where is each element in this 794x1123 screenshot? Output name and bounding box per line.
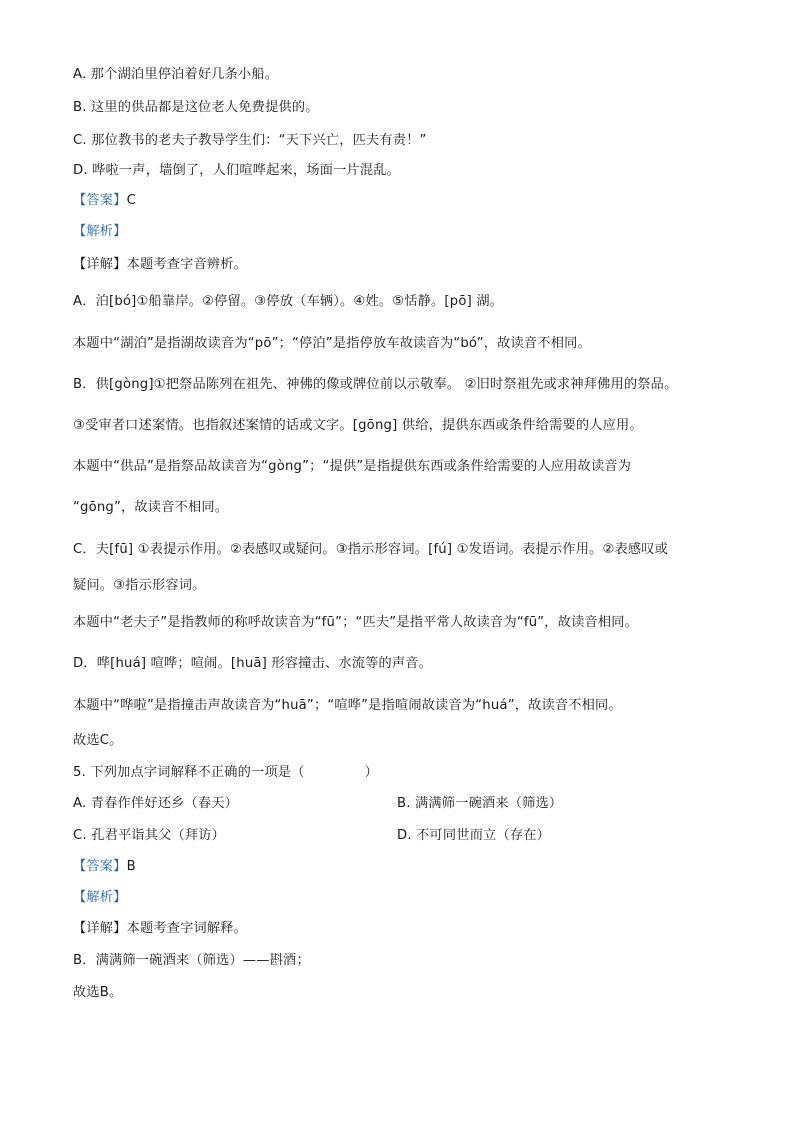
explain-b-q5: B．满满筛一碗酒来（筛选）——斟酒；: [73, 953, 310, 968]
conclusion-q5: 故选B。: [73, 985, 123, 1000]
answer-value: C: [126, 193, 136, 208]
question-5-stem: [73, 764, 378, 782]
analysis-tag: 【解析】: [73, 890, 127, 905]
explain-a-def: A．泊[bó]①船靠岸。②停留。③停放（车辆）。④姓。⑤恬静。[pō] 湖。: [73, 294, 504, 309]
answer-value: B: [126, 859, 136, 874]
detail-text: 本题考查字词解释。: [126, 921, 248, 936]
conclusion-q4: 故选C。: [73, 733, 123, 748]
analysis-line-q5: [73, 889, 127, 907]
detail-tag: 【详解】: [73, 257, 127, 272]
explain-b-def-1: B．供[gòng]①把祭品陈列在祖先、神佛的像或牌位前以示敬奉。 ②旧时祭祖先或求神拜佛用的祭品。: [73, 377, 678, 392]
analysis-line-q4: [73, 223, 127, 241]
answer-line-q5: [73, 858, 136, 876]
explain-b-def-2: ③受审者口述案情。也指叙述案情的话或文字。[gōng] 供给，提供东西或条件给需要的人应用。: [73, 418, 643, 433]
answer-tag: 【答案】: [73, 193, 127, 208]
question-5-text: 5. 下列加点字词解释不正确的一项是（: [73, 765, 305, 780]
option-d-q5: D. 不可同世而立（存在）: [397, 828, 551, 843]
option-b-q4: B. 这里的供品都是这位老人免费提供的。: [73, 100, 319, 115]
explain-b-note-1: 本题中“供品”是指祭品故读音为“gòng”；“提供”是指提供东西或条件给需要的人应用故读音为: [73, 459, 632, 474]
question-5-close: ）: [364, 765, 378, 780]
explain-d-def: D．哗[huá] 喧哗；喧闹。[huā] 形容撞击、水流等的声音。: [73, 656, 433, 671]
explain-d-note: 本题中“哗啦”是指撞击声故读音为“huā”；“喧哗”是指喧闹故读音为“huá”，故读音不相同。: [73, 698, 622, 713]
explain-a-note: 本题中“湖泊”是指湖故读音为“pō”；“停泊”是指停放车故读音为“bó”，故读音不相同。: [73, 336, 591, 351]
option-c-q5: C. 孔君平诣其父（拜访）: [73, 828, 226, 843]
option-d-q4: D. 哗啦一声，墙倒了，人们喧哗起来，场面一片混乱。: [73, 163, 401, 178]
option-a-q4: A. 那个湖泊里停泊着好几条小船。: [73, 67, 279, 82]
detail-tag: 【详解】: [73, 921, 127, 936]
option-b-q5: B. 满满筛一碗酒来（筛选）: [397, 796, 563, 811]
explain-b-note-2: “gōng”，故读音不相同。: [73, 500, 229, 515]
detail-line-q5: [73, 920, 247, 938]
explain-c-def-1: C．夫[fū] ①表提示作用。②表感叹或疑问。③指示形容词。[fú] ①发语词。表提示作用。②表感叹或: [73, 542, 669, 557]
answer-line-q4: [73, 192, 136, 210]
explain-c-def-2: 疑问。③指示形容词。: [73, 578, 206, 593]
detail-line-q4: [73, 256, 247, 274]
option-c-q4: C. 那位教书的老夫子教导学生们：“天下兴亡，匹夫有责！”: [73, 133, 427, 148]
option-a-q5: A. 青春作伴好还乡（春天）: [73, 796, 239, 811]
explain-c-note: 本题中“老夫子”是指教师的称呼故读音为“fū”；“匹夫”是指平常人故读音为“fū”，故读音相同。: [73, 615, 639, 630]
detail-text: 本题考查字音辨析。: [126, 257, 248, 272]
analysis-tag: 【解析】: [73, 224, 127, 239]
answer-tag: 【答案】: [73, 859, 127, 874]
